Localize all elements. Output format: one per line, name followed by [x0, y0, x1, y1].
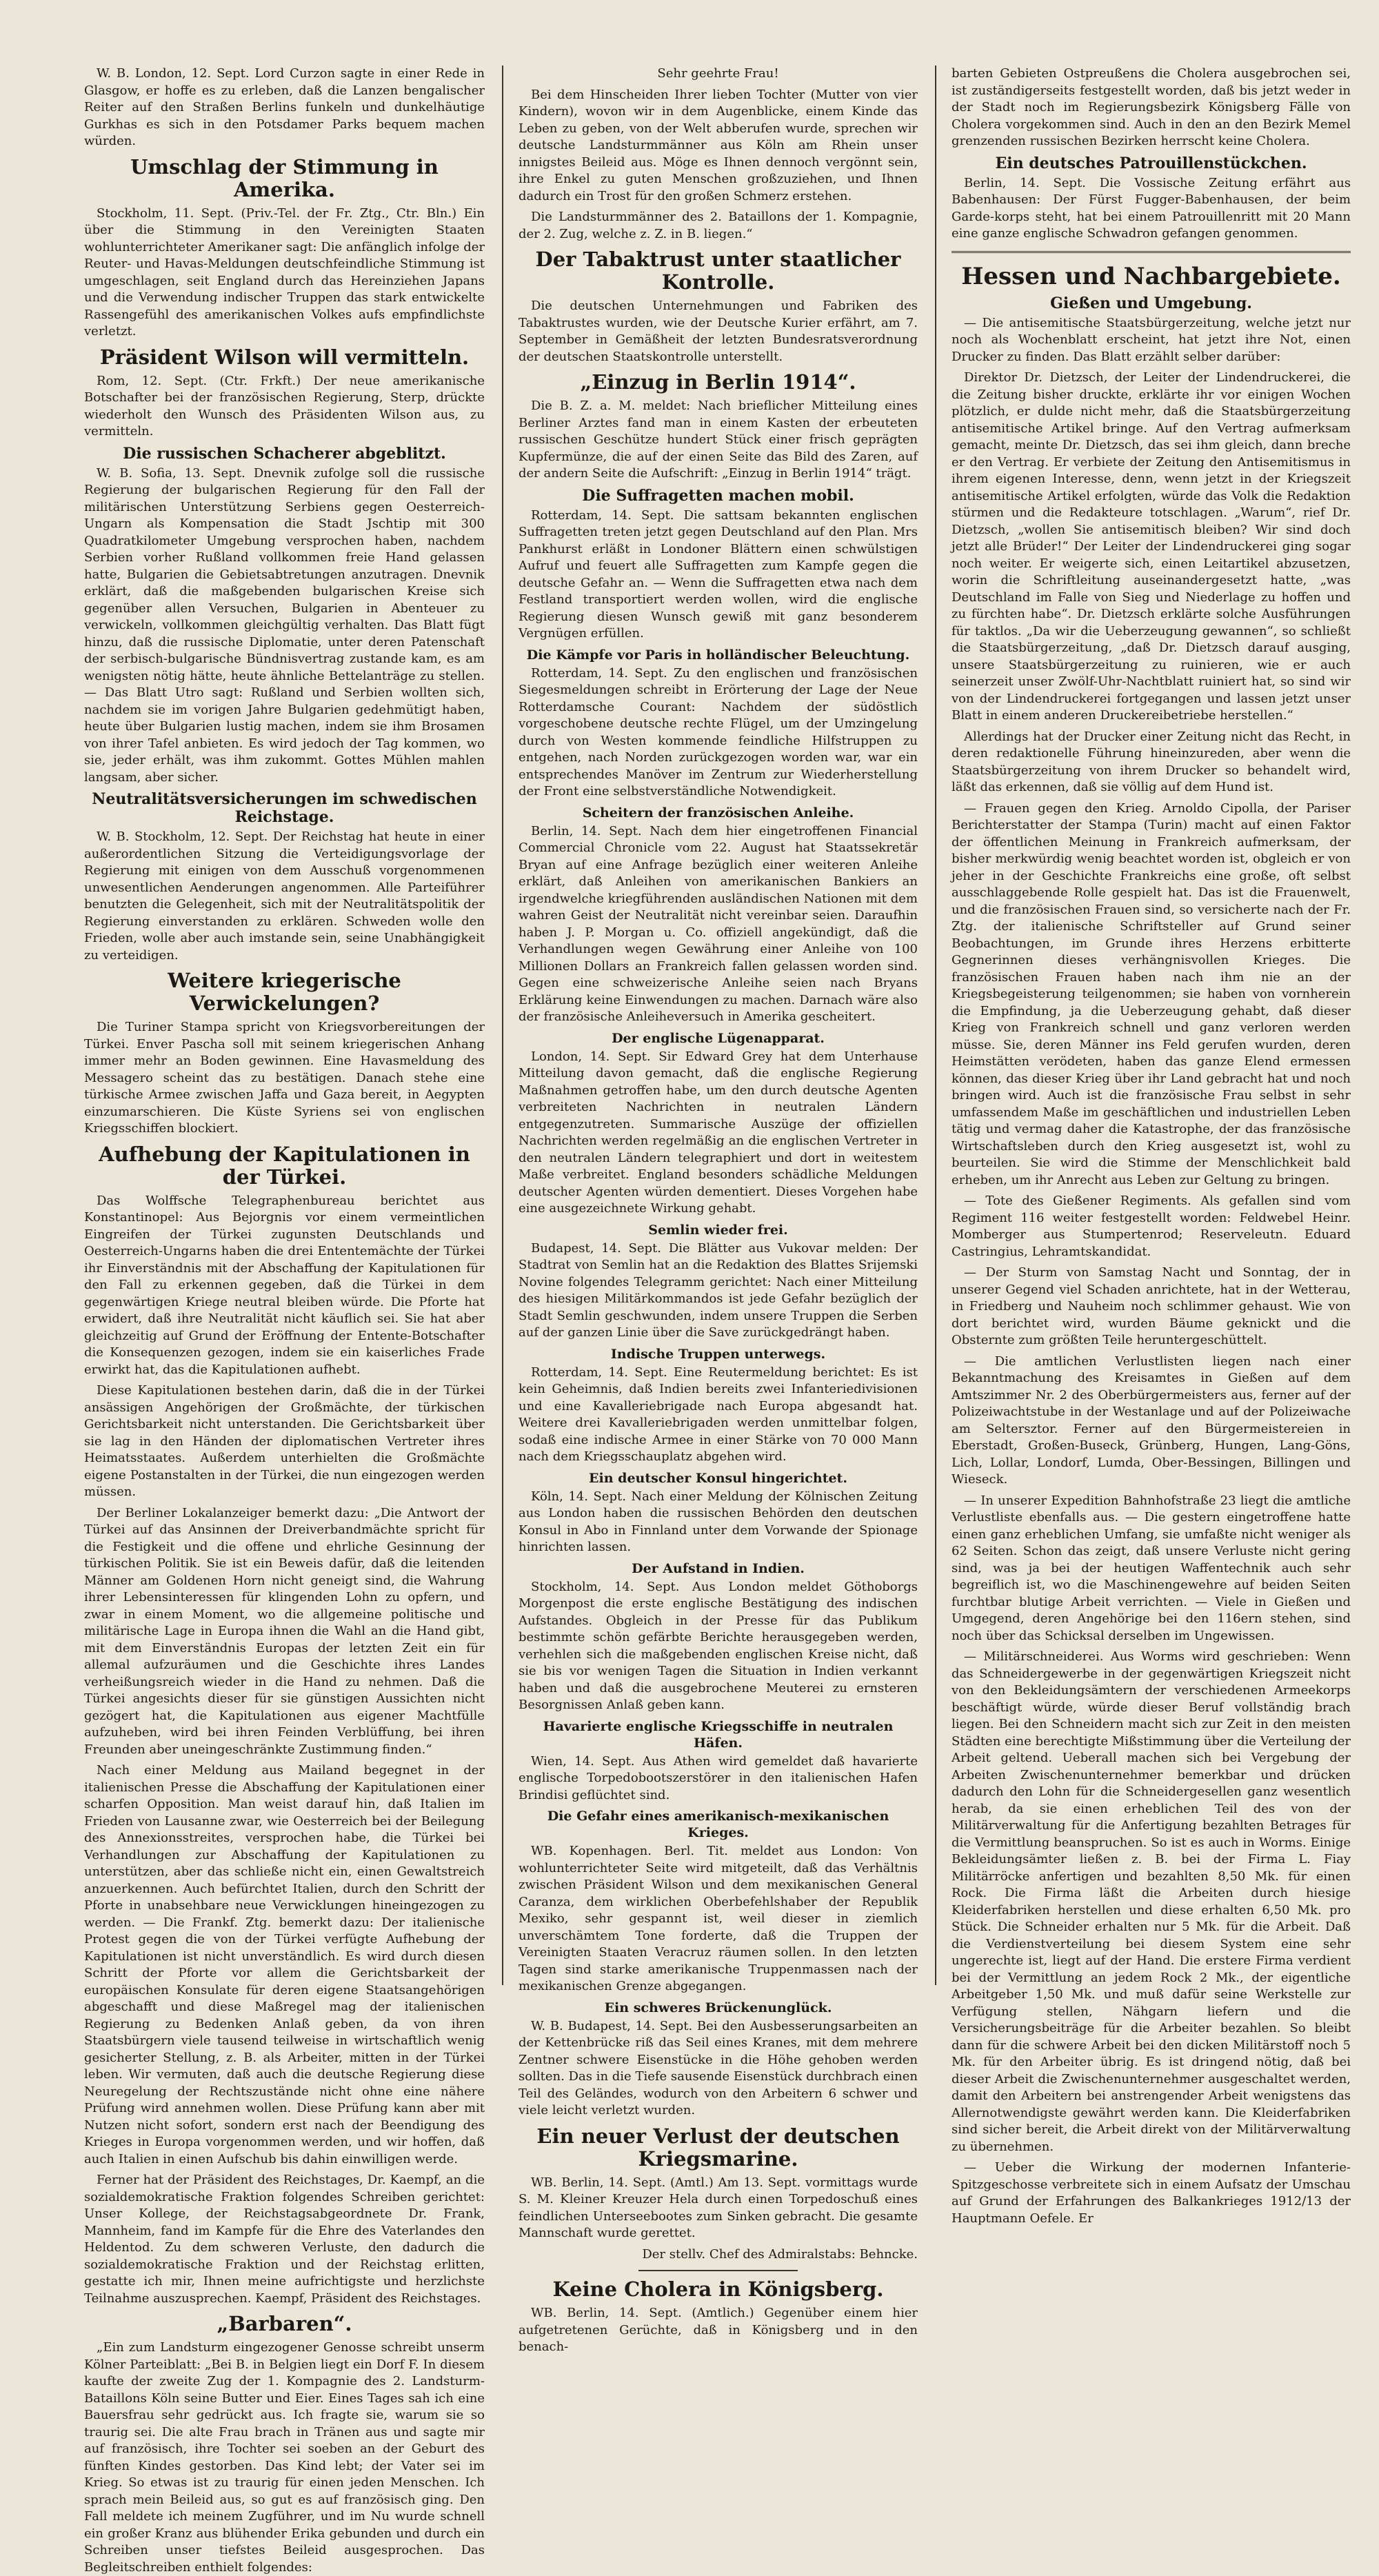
article-barbaren: „Ein zum Landsturm eingezogener Genosse schreibt unserm Kölner Parteiblatt: „Bei B. in Belgien liegt ein Dorf F. In diesem kaufte der zweite Zug der 1. Kompagnie des 2. Landsturm-Bataillons Köln seine Butter und Eier. Eines Tages sah ich eine Bauersfrau sehr gedrückt aus. Ich fragte sie, warum sie so traurig sei. Die alte Frau brach in Tränen aus und sagte mir auf französisch, ihre Tochter sei soeben an der Geburt des fünften Kindes gestorben. Das Kind lebt; der Vater sei im Krieg. So etwas ist zu traurig für einen jeden Menschen. Ich sprach mein Beileid aus, so gut es auf französisch ging. Den Fall meldete ich meinem Zugführer, und im Nu wurde schnell ein großer Kranz aus blühender Erika gebunden und durch ein Schreiben unser tiefstes Beileid ausgesprochen. Das Begleitschreiben enthielt folgendes: [84, 2340, 485, 2575]
local-news-5: — Tote des Gießener Regiments. Als gefallen sind vom Regiment 116 weiter festgestellt worden: Feldwebel Heinr. Momberger aus Stumpertenrod; Reserveleutn. Eduard Castringius, Lehramtskandidat. [952, 1194, 1351, 1259]
article-amerika: Stockholm, 11. Sept. (Priv.-Tel. der Fr. Ztg., Ctr. Bln.) Ein über die Stimmung in den Vereinigten Staaten wohlunterrichteter Amerikaner sagt: Die anfänglich infolge der Reuter- und Havas-Meldungen deutschfeindliche Stimmung ist umgeschlagen, seit England durch das Hereinziehen Japans und die Verwendung indischer Truppen das stark entwickelte Rassengefühl des amerikanischen Volkes aufs empfindlichste verletzt. [84, 205, 485, 339]
headline-verlust: Ein neuer Verlust der deutschen Kriegsmarine. [536, 2124, 900, 2171]
headline-anleihe: Scheitern der französischen Anleihe. [582, 805, 854, 821]
headline-tabak: Der Tabaktrust unter staatlicher Kontrolle. [535, 248, 901, 294]
article-verlust: WB. Berlin, 14. Sept. (Amtl.) Am 13. Sept. vormittags wurde S. M. Kleiner Kreuzer Hela durch einen Torpedoschuß eines feindlichen Unterseebootes zum Sinken gebracht. Die gesamte Mannschaft wurde gerettet. [519, 2175, 918, 2240]
local-news-1: — Die antisemitische Staatsbürgerzeitung, welche jetzt nur noch als Wochenblatt erscheint, hat jetzt ihre Not, einen Drucker zu finden. Das Blatt erzählt selber darüber: [952, 315, 1351, 364]
local-news-10: — Ueber die Wirkung der modernen Infanterie-Spitzgeschosse verbreitete sich in einem Aufsatz der Umschau auf Grund der Erfahrungen des Balkankrieges 1912/13 der Hauptmann Oefele. Er [952, 2160, 1351, 2226]
article-paris: Rotterdam, 14. Sept. Zu den englischen und französischen Siegesmeldungen schreibt in Erörterung der Lage der Neue Rotterdamsche Courant: Nachdem der südöstlich vorgeschobene deutsche rechte Flügel, um der Umzingelung durch von Westen kommende feindliche Hilfstruppen zu entgehen, nach Norden zurückgezogen worden war, war ein entsprechendes Manöver im Zentrum zur Wiederherstellung der Front eine selbstverständliche Notwendigkeit. [519, 665, 918, 798]
article-mexiko: WB. Kopenhagen. Berl. Tit. meldet aus London: Von wohlunterrichteter Seite wird mitgeteilt, daß das Verhältnis zwischen Präsident Wilson und dem mexikanischen General Caranza, dem wirklichen Oberbefehlshaber der Republik Mexiko, sehr gespannt ist, weil dieser in ziemlich unverschämtem Tone forderte, daß die Truppen der Vereinigten Staaten Veracruz räumen sollen. In den letzten Tagen sind starke amerikanische Truppenmassen nach der mexikanischen Grenze abgegangen. [519, 1844, 918, 1993]
headline-bruecke: Ein schweres Brückenunglück. [604, 2000, 832, 2015]
article-wilson: Rom, 12. Sept. (Ctr. Frkft.) Der neue amerikanische Botschafter bei der französischen Regierung, Sterp, drückte wiederholt den Wunsch des Präsidenten Wilson aus, zu vermitteln. [84, 373, 485, 439]
letter-salutation: Sehr geehrte Frau! [657, 66, 779, 81]
article-kap-1: Das Wolffsche Telegraphenbureau berichtet aus Konstantinopel: Aus Bejorgnis vor einem vermeintlichen Eingreifen der Türkei zugunsten Deutschlands und Oesterreich-Ungarns haben die drei Ententemächte der Türkei ihr Einverständnis mit der Abschaffung der Kapitulationen für den Fall zu erkennen gegeben, daß die Türkei in dem gegenwärtigen Kriege neutral bleiben würde. Die Pforte hat erwidert, daß ihre Neutralität nicht käuflich sei. Sie hat aber gleichzeitig auf Grund der Eröffnung der Entente-Botschafter die Konsequenzen gezogen, indem sie ein kaiserliches Frade erwirkt hat, das die Kapitulationen aufhebt. [84, 1193, 485, 1377]
article-verwicklungen: Die Turiner Stampa spricht von Kriegsvorbereitungen der Türkei. Enver Pascha soll mit seinem kriegerischen Anhang immer mehr an Boden gewinnen. Eine Havasmeldung des Messagero scheint das zu bestätigen. Danach stehe eine türkische Armee zwischen Jaffa und Gaza bereit, in Aegypten einzumarschieren. Die Küste Syriens sei von englischen Kriegsschiffen blockiert. [84, 1020, 485, 1136]
local-news-2: Direktor Dr. Dietzsch, der Leiter der Lindendruckerei, die die Zeitung bisher druckte, erklärte ihr vor einigen Wochen plötzlich, er dulde nicht mehr, daß die Staatsbürgerzeitung antisemitische Artikel bringe. Auf den Vertrag aufmerksam gemacht, meinte Dr. Dietzsch, das sei ihm gleich, dann breche er den Vertrag. Er verbiete der Zeitung den Antisemitismus in ihrem eigenen Interesse, denn, wenn jetzt in der Kriegszeit antisemitische Artikel erfolgten, würde das Volk die Redaktion stürmen und die Redakteure totschlagen. „Warum“, rief Dr. Dietzsch, „wollen Sie antisemitisch bleiben? Wir sind doch jetzt alle Brüder!“ Der Leiter der Lindendruckerei ging sogar noch weiter. Er weigerte sich, einen Leitartikel abzusetzen, worin die Schriftleitung auseinandergesetzt hatte, „was Deutschland im Falle von Sieg und Niederlage zu hoffen und zu fürchten habe“. Dr. Dietzsch erklärte solche Ausführungen für taktlos. „Da wir die Ueberzeugung gewannen“, so schließt die Staatsbürgerzeitung, „daß Dr. Dietzsch darauf ausging, unsere Staatsbürgerzeitung zu ruinieren, wie er auch seinerzeit unser Zwölf-Uhr-Nachtblatt ruiniert hat, so sind wir von der Lindendruckerei fortgegangen und lassen jetzt unser Blatt in einem anderen Druckereibetriebe herstellen.“ [952, 370, 1351, 723]
local-news-3: Allerdings hat der Drucker einer Zeitung nicht das Recht, in deren redaktionelle Führung hineinzureden, aber wenn die Staatsbürgerzeitung von ihrem Drucker so behandelt wird, läßt das erkennen, daß sie völlig auf dem Hund ist. [952, 729, 1351, 794]
headline-mexiko: Die Gefahr eines amerikanisch-mexikanischen Krieges. [547, 1809, 889, 1840]
article-luege: London, 14. Sept. Sir Edward Grey hat dem Unterhause Mitteilung davon gemacht, daß die englische Regierung Maßnahmen getroffen habe, um den durch deutsche Agenten verbreiteten Nachrichten in neutralen Ländern entgegenzutreten. Summarische Auszüge der offiziellen Nachrichten werden regelmäßig an die englischen Vertreter in den neutralen Ländern telegraphiert und dort in weitestem Maße verbreitet. England besonders schädliche Meldungen deutscher Agenten würden dementiert. Dieses Vorgehen habe eine ausgezeichnete Wirkung gehabt. [519, 1049, 918, 1216]
article-suffragetten: Rotterdam, 14. Sept. Die sattsam bekannten englischen Suffragetten treten jetzt gegen Deutschland auf den Plan. Mrs Pankhurst erläßt in Londoner Blättern einen schwülstigen Aufruf und feuert alle Suffragetten zum Kampfe gegen die deutsche Gefahr an. — Wenn die Suffragetten etwa nach dem Festland transportiert werden wollen, wird die englische Regierung diesen Wunsch gewiß mit ganz besonderem Vergnügen erfüllen. [519, 507, 918, 641]
article-einzug: Die B. Z. a. M. meldet: Nach brieflicher Mitteilung eines Berliner Arztes fand man in einem Kasten der erbeuteten russischen Geschütze hundert Stück einer frisch geprägten Kupfermünze, die auf der einen Seite das Bild des Zaren, auf der andern Seite die Aufschrift: „Einzug in Berlin 1914“ trägt. [519, 399, 918, 481]
article-cholera-continued: barten Gebieten Ostpreußens die Cholera ausgebrochen sei, ist zuständigerseits festgestellt worden, daß bis jetzt weder in der Stadt noch im Regierungsbezirk Königsberg Fälle von Cholera vorgekommen sind. Auch in den an den Bezirk Memel grenzenden russischen Bezirken herrscht keine Cholera. [952, 66, 1351, 148]
headline-schacherer: Die russischen Schacherer abgeblitzt. [123, 444, 446, 463]
article-bruecke: W. B. Budapest, 14. Sept. Bei den Ausbesserungsarbeiten an der Kettenbrücke riß das Seil eines Kranes, mit dem mehrere Zentner schwere Eisenstücke in die Höhe gehoben werden sollten. Das in die Tiefe sausende Eisenstück durchbrach einen Teil des Geländes, wodurch von den Arbeitern 6 schwer und viele leicht verletzt wurden. [519, 2018, 918, 2117]
headline-kapitulationen: Aufhebung der Kapitulationen in der Türkei. [99, 1142, 470, 1189]
divider [638, 2270, 798, 2271]
article-curzon: W. B. London, 12. Sept. Lord Curzon sagte in einer Rede in Glasgow, er hoffe es zu erleben, daß die Lanzen bengalischer Reiter auf den Straßen Berlins funkeln und dunkelhäutige Gurkhas es sich in den Potsdamer Parks bequem machen würden. [84, 66, 485, 148]
headline-semlin: Semlin wieder frei. [648, 1222, 788, 1238]
article-cholera: WB. Berlin, 14. Sept. (Amtlich.) Gegenüber einem hier aufgetretenen Gerüchte, daß in Königsberg und in den benach- [519, 2306, 918, 2354]
article-havarie: Wien, 14. Sept. Aus Athen wird gemeldet daß havarierte englische Torpedobootszerstörer in den italienischen Hafen Brindisi geflüchtet sind. [519, 1753, 918, 1802]
headline-indisch: Indische Truppen unterwegs. [610, 1346, 826, 1362]
article-patrouille: Berlin, 14. Sept. Die Vossische Zeitung erfährt aus Babenhausen: Der Fürst Fugger-Babenhausen, der beim Garde-korps steht, hat bei einem Patrouillenritt mit 20 Mann eine ganze englische Schwadron gefangen genommen. [952, 175, 1351, 241]
article-kap-5: Ferner hat der Präsident des Reichstages, Dr. Kaempf, an die sozialdemokratische Fraktion folgendes Schreiben gerichtet: Unser Kollege, der Reichstagsabgeordnete Dr. Frank, Mannheim, fand im Kampfe für die Ehre des Vaterlandes den Heldentod. Zu dem schweren Verluste, den dadurch die sozialdemokratische Fraktion und der Reichstag erlitten, gestatte ich mir, Ihnen meine aufrichtigste und herzlichste Teilnahme auszusprechen. Kaempf, Präsident des Reichstages. [84, 2173, 485, 2306]
local-news-6: — Der Sturm von Samstag Nacht und Sonntag, der in unserer Gegend viel Schaden anrichtete, hat in der Wetterau, in Friedberg und Nauheim noch schlimmer gehaust. Wie von dort berichtet wird, wurden Bäume geknickt und die Obsternte zum größten Teile heruntergeschüttelt. [952, 1265, 1351, 1347]
local-news-9: — Militärschneiderei. Aus Worms wird geschrieben: Wenn das Schneidergewerbe in der gegenwärtigen Kriegszeit nicht von den Bekleidungsämtern der verschiedenen Armeekorps beschäftigt würde, würde dieser Beruf vollständig brach liegen. Bei den Schneidern macht sich zur Zeit in den meisten Städten eine berechtigte Mißstimmung über die Verteilung der Arbeit geltend. Ueberall machen sich bei Vergebung der Arbeiten Zwischenunternehmer bemerkbar und drücken dadurch den Lohn für die Schneidergesellen ganz wesentlich herab, da sie einen erheblichen Teil des von der Militärverwaltung für die Anfertigung bezahlten Betrages für die Vermittlung beanspruchen. So ist es auch in Worms. Einige Bekleidungsämter ließen z. B. bei der Firma L. Fiay Militärröcke anfertigen und bezahlten 8,50 Mk. für einen Rock. Die Firma läßt die Arbeiten durch hiesige Kleiderfabriken herstellen und diese erhalten 6,50 Mk. pro Stück. Die Schneider erhalten nur 5 Mk. für die Arbeit. Daß die Verdienstverteilung bei diesem System eine sehr ungerechte ist, liegt auf der Hand. Die erstere Firma verdient bei der Vermittlung an jedem Rock 2 Mk., der eigentliche Arbeitgeber 1,50 Mk. und muß dafür seine Werkstelle zur Verfügung stellen, Nähgarn liefern und die Versicherungsbeiträge für die Arbeiter bezahlen. So bleibt dann für die schwere Arbeit bei den dicken Militärstoff noch 5 Mk. für den Arbeiter übrig. Es ist dringend nötig, daß bei dieser Arbeit die Zwischenunternehmer ausgeschaltet werden, damit den Arbeitern bei anstrengender Arbeit wenigstens das Allernotwendigste gewährt werden kann. Die Kleiderfabriken sind sicher bereit, die Arbeit direkt von der Militärverwaltung zu übernehmen. [952, 1649, 1351, 2154]
article-kap-2: Diese Kapitulationen bestehen darin, daß die in der Türkei ansässigen Angehörigen der Großmächte, der türkischen Gerichtsbarkeit nicht unterstanden. Die Gerichtsbarkeit über sie lag in den Händen der diplomatischen Vertreter ihres Heimatsstaates. Außerdem unterhielten die Großmächte eigene Postanstalten in der Türkei, die nun eingezogen werden müssen. [84, 1383, 485, 1499]
article-kap-4: Nach einer Meldung aus Mailand begegnet in der italienischen Presse die Abschaffung der Kapitulationen einer scharfen Opposition. Man weist darauf hin, daß Italien im Frieden von Lausanne zwar, wie Oesterreich bei der Beilegung des Annexionsstreites, versprochen habe, die Türkei bei Verhandlungen zur Abschaffung der Kapitulationen zu unterstützen, aber das schließe nicht ein, einen Gewaltstreich anzuerkennen. Auch befürchtet Italien, durch den Schritt der Pforte in unabsehbare neue Verwicklungen hineingezogen zu werden. — Die Frankf. Ztg. bemerkt dazu: Der italienische Protest gegen die von der Türkei verfügte Aufhebung der Kapitulationen ist nicht unverständlich. Es wird durch diesen Schritt der Pforte vor allem die Gerichtsbarkeit der europäischen Konsulate für deren eigene Staatsangehörigen abgeschafft und diese Maßregel mag der italienischen Regierung zu Bedenken Anlaß geben, da von ihren Staatsbürgern viele tausend teilweise in wirtschaftlich wenig gesicherter Stellung, z. B. als Arbeiter, mitten in der Türkei leben. Wir vermuten, daß auch die deutsche Regierung diese Neuregelung der Rechtszustände nicht ohne eine nähere Prüfung wird annehmen wollen. Diese Prüfung kann aber mit Nutzen nicht sofort, sondern erst nach der Beendigung des Krieges in Europa vorgenommen werden, und wir hoffen, daß auch Italien in einen Aufschub bis dahin einwilligen werde. [84, 1763, 485, 2166]
local-news-8: — In unserer Expedition Bahnhofstraße 23 liegt die amtliche Verlustliste ebenfalls aus. — Die gestern eingetroffene hatte einen ganz erheblichen Umfang, sie umfaßte nicht weniger als 62 Seiten. Schon das zeigt, daß unsere Verluste nicht gering sind, was ja bei der heutigen Waffentechnik auch sehr begreiflich ist, wo die Maschinengewehre auf beiden Seiten furchtbar blutige Arbeit verrichten. — Viele in Gießen und Umgegend, deren Angehörige bei den 116ern stehen, sind noch über das Schicksal derselben im Ungewissen. [952, 1493, 1351, 1643]
article-indisch: Rotterdam, 14. Sept. Eine Reutermeldung berichtet: Es ist kein Geheimnis, daß Indien bereits zwei Infanteriedivisionen und eine Kavalleriebrigade nach Europa abgesandt hat. Weitere drei Kavalleriebrigaden werden unmittelbar folgen, sodaß eine indische Armee in einer Stärke von 70 000 Mann nach dem Kriegsschauplatz abgehen wird. [519, 1365, 918, 1464]
article-verlust-signature: Der stellv. Chef des Admiralstabs: Behncke. [642, 2246, 918, 2262]
column-2 [502, 66, 933, 2354]
letter-body: Bei dem Hinscheiden Ihrer lieben Tochter (Mutter von vier Kindern), wovon wir in dem Augenblicke, einem Kinde das Leben zu geben, von der Welt abberufen wurde, sprechen wir deutsche Landsturmmänner aus Köln am Rhein unser innigstes Beileid aus. Möge es Ihnen dennoch vergönnt sein, ihre Enkel zu guten Menschen großzuziehen, und Ihnen dadurch ein Trost für den großen Schmerz erstehen. [519, 87, 918, 203]
column-3 [935, 66, 1366, 2226]
headline-paris: Die Kämpfe vor Paris in holländischer Beleuchtung. [526, 647, 910, 663]
headline-barbaren: „Barbaren“. [217, 2312, 352, 2335]
article-aufstand: Stockholm, 14. Sept. Aus London meldet Göthoborgs Morgenpost die erste englische Bestätigung des indischen Aufstandes. Obgleich in der Presse für das Publikum bestimmte schön gefärbte Berichte herausgegeben werden, verhehlen sich die maßgebenden englischen Kreise nicht, daß sie bis vor wenigen Tagen die Situation in Indien verkannt haben und daß die ausgebrochene Meuterei zu ernsteren Besorgnissen Anlaß geben kann. [519, 1579, 918, 1712]
article-kap-3: Der Berliner Lokalanzeiger bemerkt dazu: „Die Antwort der Türkei auf das Ansinnen der Dreiverbandmächte spricht für die Festigkeit und die offene und ehrliche Gesinnung der türkischen Politik. Sie ist ein Beweis dafür, daß die leitenden Männer am Goldenen Horn nicht geneigt sind, die Wahrung ihrer Lebensinteressen für klingenden Lohn zu opfern, und zwar in einem Moment, wo die allgemeine politische und militärische Lage in Europa ihnen die Wahl an die Hand gibt, mit dem Einverständnis Europas der letzten Zeit ein für allemal aufzuräumen und die Geschichte ihres Landes verheißungsreich wieder in die Hand zu nehmen. Daß die Türkei angesichts dieser für sie günstigen Aussichten nicht gezögert hat, die Kapitulationen aus eigener Machtfülle aufzuheben, wird bei ihren Feinden Verblüffung, bei ihren Freunden aber uneingeschränkte Zustimmung finden.“ [84, 1505, 485, 1757]
section-divider [952, 251, 1351, 253]
headline-aufstand: Der Aufstand in Indien. [632, 1560, 805, 1576]
article-neutral: W. B. Stockholm, 12. Sept. Der Reichstag hat heute in einer außerordentlichen Sitzung die Verteidigungsvorlage der Regierung mit einigen von dem Ausschuß vorgenommenen unwesentlichen Aenderungen angenommen. Alle Parteiführer benutzten die Gelegenheit, sich mit der Neutralitätspolitik der Regierung einverstanden zu erklären. Schweden wolle den Frieden, wolle aber auch imstande sein, seine Unabhängigkeit zu verteidigen. [84, 829, 485, 963]
local-news-7: — Die amtlichen Verlustlisten liegen nach einer Bekanntmachung des Kreisamtes in Gießen auf dem Amtszimmer Nr. 2 des Oberbürgermeisters aus, ferner auf der Polizeiwachtstube in der Westanlage und auf der Polizeiwache am Seltersztor. Ferner auf den Bürgermeistereien in Eberstadt, Großen-Buseck, Grünberg, Hungen, Lang-Göns, Lich, Lollar, Londorf, Lumda, Ober-Bessingen, Billingen und Wieseck. [952, 1354, 1351, 1487]
article-anleihe: Berlin, 14. Sept. Nach dem hier eingetroffenen Financial Commercial Chronicle vom 22. August hat Staatssekretär Bryan auf eine Anfrage bezüglich einer weiteren Anleihe erklärt, daß Anleihen von amerikanischen Bankiers an irgendwelche kriegführenden ausländischen Nationen mit dem wahren Geist der Neutralität nicht vereinbar seien. Daraufhin haben J. P. Morgan u. Co. offiziell angekündigt, daß die Verhandlungen wegen Gewährung einer Anleihe von 100 Millionen Dollars an Frankreich fallen gelassen worden sind. Gegen eine schweizerische Anleihe seien nach Bryans Erklärung keine Einwendungen zu machen. Darnach wäre also der französische Anleiheversuch in Amerika gescheitert. [519, 823, 918, 1024]
article-schacherer: W. B. Sofia, 13. Sept. Dnevnik zufolge soll die russische Regierung der bulgarischen Regierung für den Fall der militärischen Unterstützung Serbiens gegen Oesterreich-Ungarn als Kompensation die Stadt Jschtip mit 300 Quadratkilometer Umgebung versprochen haben, nachdem Serbien vorher Rußland vollkommen freie Hand gelassen hatte, Bulgarien die Gebietsabtretungen anzutragen. Dnevnik erklärt, daß die maßgebenden bulgarischen Kreise sich gegenüber allen Versuchen, Bulgarien in Abenteuer zu verwickeln, vollkommen gleichgültig verhalten. Das Blatt fügt hinzu, daß die russische Diplomatie, unter deren Patenschaft der serbisch-bulgarische Bündnisvertrag zustande kam, es am wenigsten nötig hätte, heute ähnliche Bettelanträge zu stellen. — Das Blatt Utro sagt: Rußland und Serbien wollten sich, nachdem sie im vorigen Jahre Bulgarien gedehmütigt haben, heute über Bulgarien lustig machen, indem sie ihm Brosamen von ihrer Tafel anbieten. Es wird jedoch der Tag kommen, wo sie, jeder erhält, was ihm zukommt. Gottes Mühlen mahlen langsam, aber sicher. [84, 465, 485, 785]
article-semlin: Budapest, 14. Sept. Die Blätter aus Vukovar melden: Der Stadtrat von Semlin hat an die Redaktion des Blattes Srijemski Novine folgendes Telegramm gerichtet: Nach einer Mitteilung des hiesigen Militärkommandos ist jede Gefahr bezüglich der Stadt Semlin geschwunden, indem unsere Truppen die Serben auf der ganzen Linie über die Save zurückgedrängt haben. [519, 1240, 918, 1340]
headline-suffragetten: Die Suffragetten machen mobil. [582, 486, 854, 505]
article-tabak: Die deutschen Unternehmungen und Fabriken des Tabaktrustes wurden, wie der Deutsche Kurier erfährt, am 7. September in Gemäßheit der letzten Bundesratsverordnung der deutschen Staatskontrolle unterstellt. [519, 299, 918, 364]
headline-havarie: Havarierte englische Kriegsschiffe in neutralen Häfen. [543, 1718, 894, 1751]
headline-patrouille: Ein deutsches Patrouillenstückchen. [995, 154, 1307, 172]
local-news-4: — Frauen gegen den Krieg. Arnoldo Cipolla, der Pariser Berichterstatter der Stampa (Turin) macht auf einen Faktor der öffentlichen Meinung in Frankreich aufmerksam, der bisher merkwürdig wenig beachtet worden ist, obgleich er von jeher in der Geschichte Frankreichs eine große, oft selbst ausschlaggebende Rolle gespielt hat. Das ist die Frauenwelt, und die französischen Frauen sind, so versicherte nach der Fr. Ztg. der italienische Schriftsteller auf Grund seiner Beobachtungen, im Grunde ihres Herzens erbitterte Gegnerinnen dieses verhängnisvollen Krieges. Die französischen Frauen haben nach ihm nie an der Kriegsbegeisterung teilgenommen; sie haben von vornherein die Empfindung, ja die Ueberzeugung gehabt, daß dieser Krieg von Frankreich schnell und ganz verloren werden müsse. Sie, deren Männer ins Feld gerufen wurden, deren Heimstätten verödeten, haben das ganze Elend ermessen können, das dieser Krieg über ihr Land gebracht hat und noch bringen wird. Auch ist die französische Frau selbst in sehr umfassendem Maße im geschäftlichen und industriellen Leben tätig und vermag daher die Katastrophe, der das französische Wirtschaftsleben durch den Krieg ausgesetzt ist, wohl zu beurteilen. Sie wird die Stimme der Menschlichkeit bald erheben, um ihr Anrecht aus Leben zur Geltung zu bringen. [952, 801, 1351, 1187]
headline-verwicklungen: Weitere kriegerische Verwickelungen? [168, 969, 401, 1015]
headline-neutral: Neutralitätsversicherungen im schwedischen Reichstage. [92, 790, 477, 826]
column-1 [69, 66, 500, 2575]
headline-cholera: Keine Cholera in Königsberg. [552, 2277, 884, 2301]
article-konsul: Köln, 14. Sept. Nach einer Meldung der Kölnischen Zeitung aus London haben die russischen Behörden den deutschen Konsul in Abo in Finnland unter dem Vorwande der Spionage hinrichten lassen. [519, 1489, 918, 1554]
section-title-hessen: Hessen und Nachbargebiete. [961, 262, 1341, 290]
headline-einzug: „Einzug in Berlin 1914“. [580, 370, 856, 394]
headline-luege: Der englische Lügenapparat. [612, 1030, 825, 1046]
headline-konsul: Ein deutscher Konsul hingerichtet. [589, 1470, 847, 1486]
letter-signature: Die Landsturmmänner des 2. Bataillons der 1. Kompagnie, der 2. Zug, welche z. Z. in B. liegen.“ [519, 210, 918, 241]
headline-amerika: Umschlag der Stimmung in Amerika. [130, 154, 439, 201]
headline-wilson: Präsident Wilson will vermitteln. [99, 345, 470, 369]
section-subtitle-giessen: Gießen und Umgebung. [1050, 294, 1252, 312]
